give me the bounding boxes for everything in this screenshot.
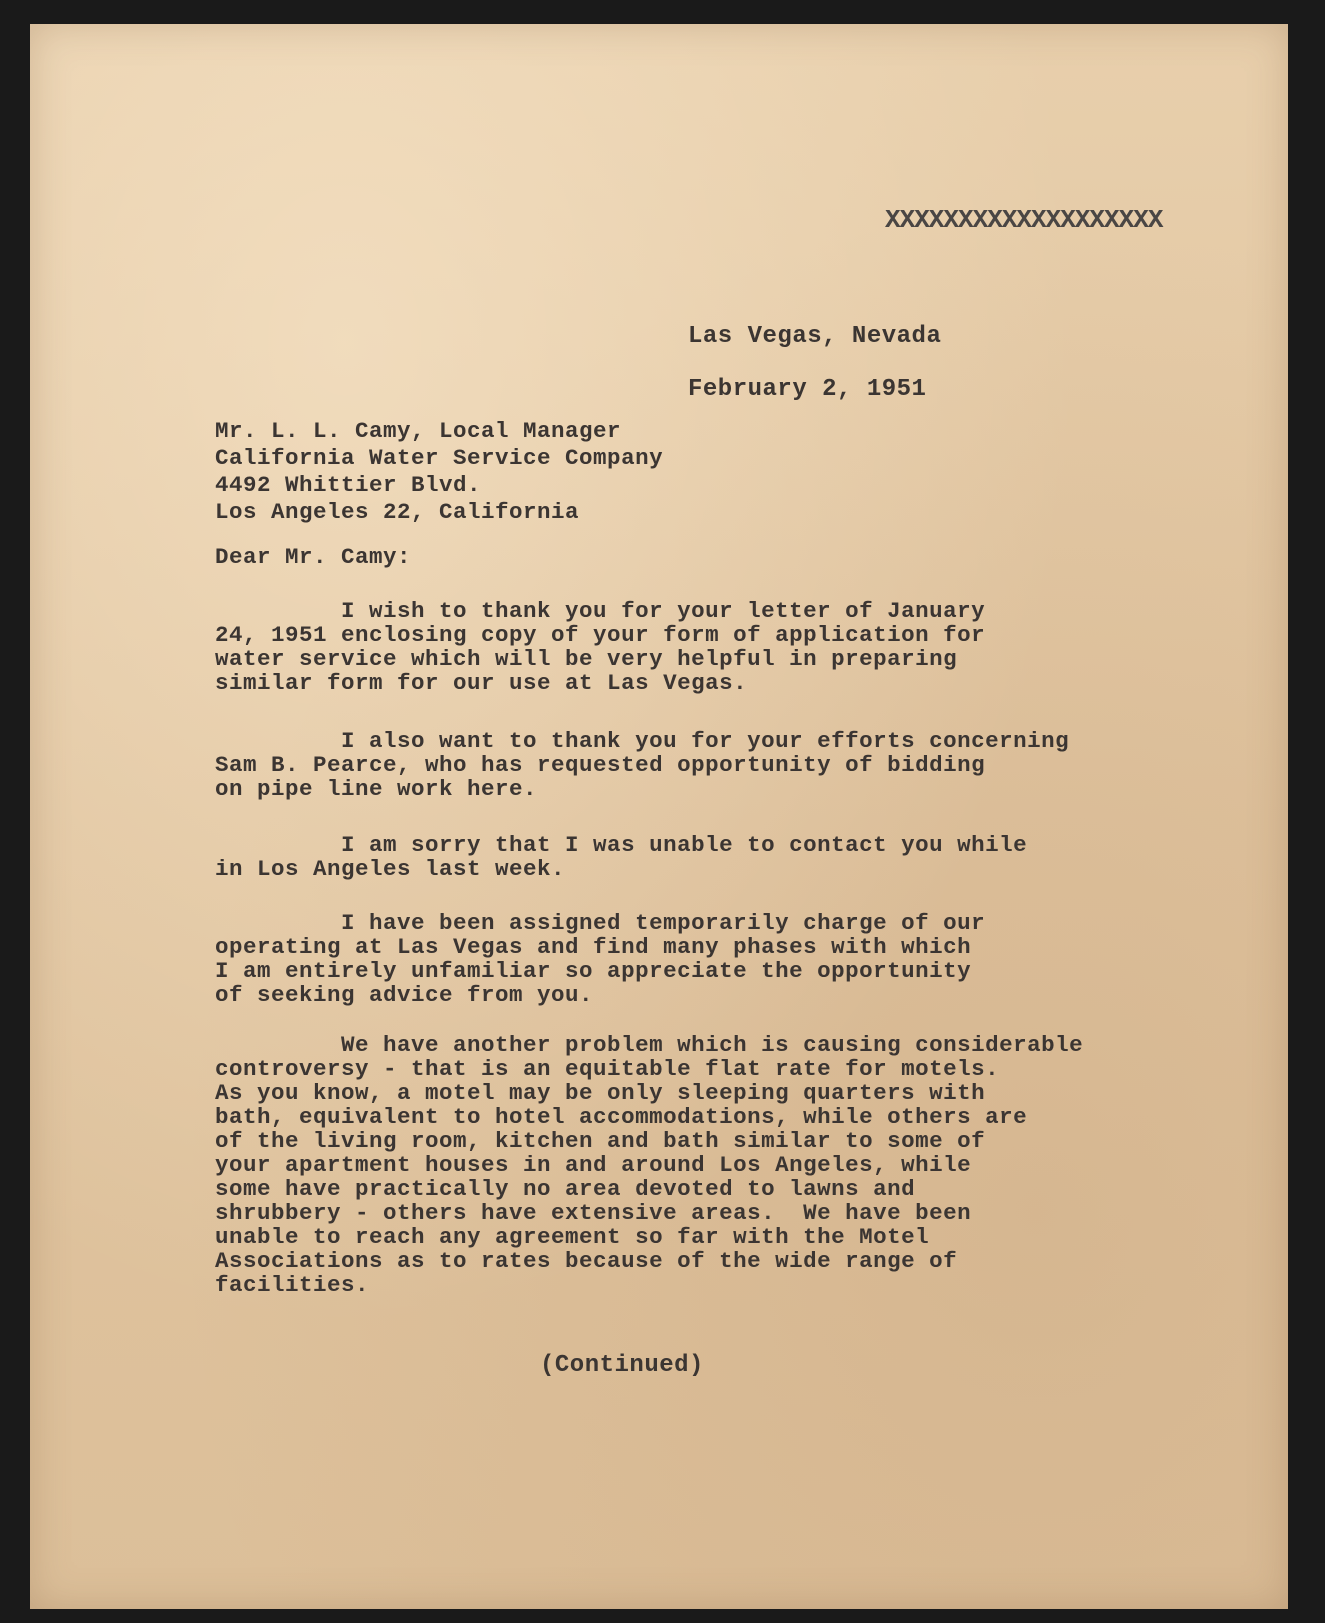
body-line: Sam B. Pearce, who has requested opportunity of bidding — [215, 752, 986, 778]
continued-note: (Continued) — [540, 1352, 704, 1379]
body-line: I also want to thank you for your efforts concerning — [215, 728, 1070, 754]
body-line: As you know, a motel may be only sleeping quarters with — [215, 1080, 986, 1106]
body-line: facilities. — [215, 1272, 370, 1298]
body-line: Associations as to rates because of the wide range of — [215, 1248, 958, 1274]
body-line: I have been assigned temporarily charge of our — [215, 910, 986, 936]
body-line: on pipe line work here. — [215, 776, 538, 802]
recipient-line: Los Angeles 22, California — [215, 499, 580, 525]
body-line: We have another problem which is causing considerable — [215, 1032, 1084, 1058]
salutation: Dear Mr. Camy: — [215, 544, 412, 570]
recipient-line: Mr. L. L. Camy, Local Manager — [215, 418, 622, 444]
body-line: shrubbery - others have extensive areas. We have been — [215, 1200, 972, 1226]
body-line: unable to reach any agreement so far with the Motel — [215, 1224, 930, 1250]
body-line: bath, equivalent to hotel accommodations, while others are — [215, 1104, 1028, 1130]
body-line: I am entirely unfamiliar so appreciate the opportunity — [215, 958, 972, 984]
recipient-line: California Water Service Company — [215, 445, 664, 471]
body-line: some have practically no area devoted to lawns and — [215, 1176, 916, 1202]
body-line: I am sorry that I was unable to contact you while — [215, 832, 1028, 858]
recipient-line: 4492 Whittier Blvd. — [215, 472, 482, 498]
body-line: your apartment houses in and around Los Angeles, while — [215, 1152, 972, 1178]
body-line: of seeking advice from you. — [215, 982, 594, 1008]
body-line: of the living room, kitchen and bath similar to some of — [215, 1128, 986, 1154]
body-line: 24, 1951 enclosing copy of your form of application for — [215, 622, 986, 648]
letter-place: Las Vegas, Nevada — [688, 323, 942, 350]
body-line: water service which will be very helpful in preparing — [215, 646, 958, 672]
body-line: I wish to thank you for your letter of January — [215, 598, 986, 624]
strikeout-line: XXXXXXXXXXXXXXXXXXX — [885, 205, 1163, 235]
letter-date: February 2, 1951 — [688, 376, 927, 403]
body-line: controversy - that is an equitable flat rate for motels. — [215, 1056, 1000, 1082]
body-line: similar form for our use at Las Vegas. — [215, 670, 748, 696]
body-line: operating at Las Vegas and find many phases with which — [215, 934, 972, 960]
body-line: in Los Angeles last week. — [215, 856, 566, 882]
